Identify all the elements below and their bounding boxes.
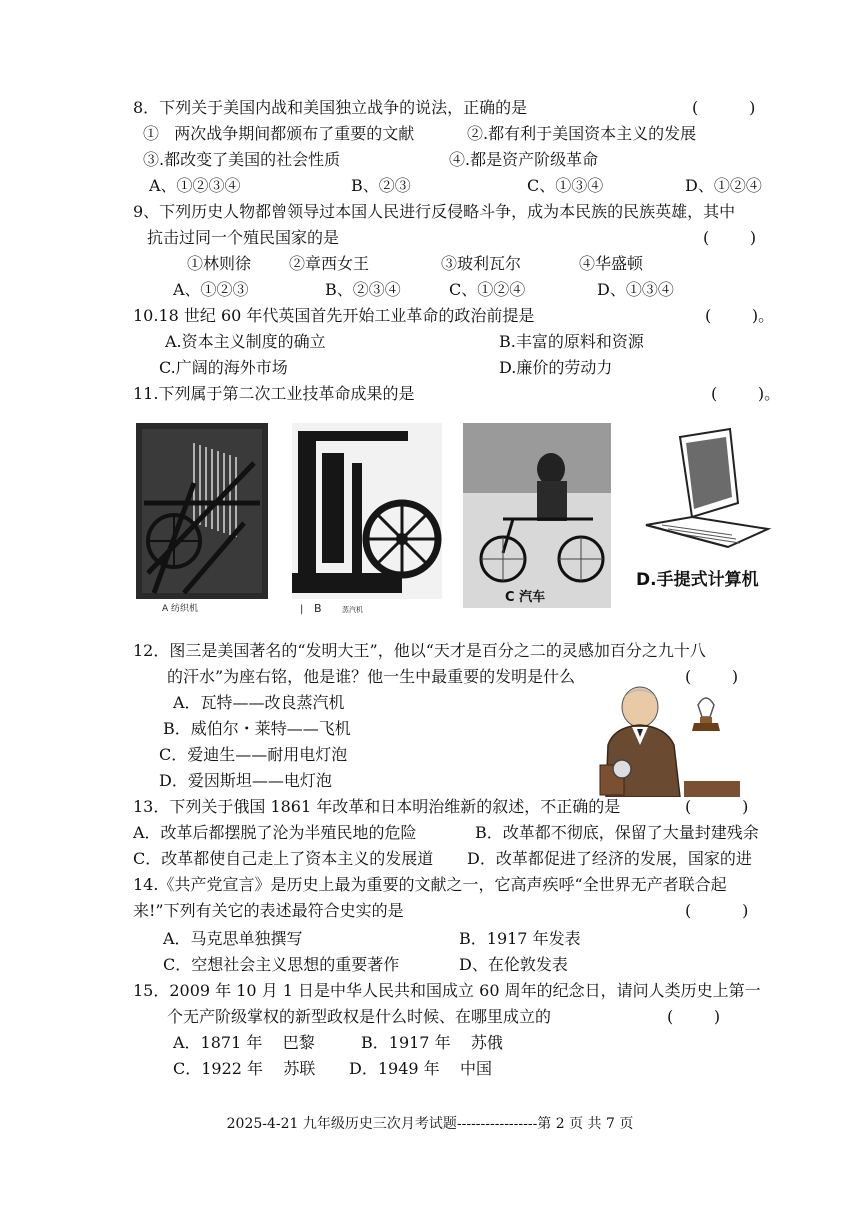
q8-option-d[interactable]: D、①②④ [685,176,762,195]
q10-option-d[interactable]: D.廉价的劳动力 [499,358,613,377]
q9-stem-line-2: 抗击过同一个殖民国家的是 [147,228,340,247]
q10-stem: 10.18 世纪 60 年代英国首先开始工业革命的政治前提是 [133,306,535,325]
q9-person-4: ④华盛顿 [579,254,644,273]
q8-statement-3: ③.都改变了美国的社会性质 [143,150,341,169]
q12-stem-line-2: 的汗水”为座右铭，他是谁？他一生中最重要的发明是什么 [167,667,576,686]
q9-person-3: ③玻利瓦尔 [441,254,522,273]
inventor-portrait-image [594,685,744,797]
page-footer: 2025-4-21 九年级历史三次月考试题-----------------第 2 页 共 7 页 [226,1116,634,1132]
q11-stem: 11.下列属于第二次工业技革命成果的是 [133,384,415,403]
q10-option-a[interactable]: A.资本主义制度的确立 [165,332,326,351]
q12-option-d[interactable]: D．爱因斯坦——电灯泡 [159,771,332,790]
q10-option-c[interactable]: C.广阔的海外市场 [159,358,288,377]
q14-answer-bracket[interactable]: ( ) [685,901,749,920]
q8-option-a[interactable]: A、①②③④ [149,176,241,195]
q13-stem: 13．下列关于俄国 1861 年改革和日本明治维新的叙述，不正确的是 [133,797,621,816]
q14-stem-line-1: 14.《共产党宣言》是历史上最为重要的文献之一，它高声疾呼“全世界无产者联合起 [133,875,727,894]
q8-option-b[interactable]: B、②③ [351,176,411,195]
q13-option-d[interactable]: D．改革都促进了经济的发展，国家的进 [467,849,752,868]
q8-statement-1: ① 两次战争期间都颁布了重要的文献 [143,124,415,143]
caption-b-small: 蒸汽机 [342,606,363,614]
caption-a: A 纺织机 [162,604,199,614]
q15-option-a[interactable]: A．1871 年 巴黎 [173,1033,315,1052]
q13-option-a[interactable]: A．改革后都摆脱了沦为半殖民地的危险 [133,823,417,842]
q8-stem: 8．下列关于美国内战和美国独立战争的说法，正确的是 [133,98,528,117]
caption-c: C 汽车 [505,590,546,605]
q9-person-1: ①林则徐 [187,254,252,273]
caption-b: B [314,602,322,615]
q15-option-b[interactable]: B．1917 年 苏俄 [361,1033,503,1052]
q11-answer-bracket[interactable]: ( )。 [711,384,781,403]
laptop-image[interactable] [632,425,782,595]
automobile-image[interactable] [463,423,611,608]
caption-d: D.手提式计算机 [636,570,759,590]
q8-option-c[interactable]: C、①③④ [527,176,604,195]
q15-option-d[interactable]: D．1949 年 中国 [349,1059,492,1078]
q9-option-b[interactable]: B、②③④ [325,280,401,299]
q9-stem-line-1: 9、下列历史人物都曾领导过本国人民进行反侵略斗争，成为本民族的民族英雄，其中 [133,202,736,221]
q8-statement-4: ④.都是资产阶级革命 [449,150,599,169]
q9-option-d[interactable]: D、①③④ [597,280,674,299]
q14-option-d[interactable]: D、在伦敦发表 [459,955,568,974]
q8-statement-2: ②.都有利于美国资本主义的发展 [467,124,697,143]
q13-answer-bracket[interactable]: ( ) [685,797,749,816]
q9-person-2: ②章西女王 [289,254,370,273]
q12-option-a[interactable]: A．瓦特——改良蒸汽机 [173,693,345,712]
q14-option-a[interactable]: A．马克思单独撰写 [163,929,303,948]
q13-option-c[interactable]: C．改革都使自己走上了资本主义的发展道 [133,849,434,868]
q10-option-b[interactable]: B.丰富的原料和资源 [499,332,644,351]
q14-stem-line-2: 来!”下列有关它的表述最符合史实的是 [133,901,404,920]
steam-engine-image[interactable] [292,423,442,616]
q15-answer-bracket[interactable]: ( ) [667,1007,721,1026]
q14-option-b[interactable]: B．1917 年发表 [459,929,581,948]
q15-option-c[interactable]: C．1922 年 苏联 [173,1059,316,1078]
q15-stem-line-1: 15．2009 年 10 月 1 日是中华人民共和国成立 60 周年的纪念日，请问人类历史上第一 [133,981,761,1000]
q12-option-b[interactable]: B．威伯尔・莱特——飞机 [163,719,351,738]
q9-option-a[interactable]: A、①②③ [173,280,249,299]
q14-option-c[interactable]: C．空想社会主义思想的重要著作 [163,955,400,974]
q9-answer-bracket[interactable]: ( ) [703,228,757,247]
q12-option-c[interactable]: C．爱迪生——耐用电灯泡 [159,745,348,764]
spinning-machine-image[interactable] [134,423,270,614]
q15-stem-line-2: 个无产阶级掌权的新型政权是什么时候、在哪里成立的 [167,1007,552,1026]
svg-text:|: | [300,604,304,615]
q10-answer-bracket[interactable]: ( )。 [705,306,775,325]
q9-option-c[interactable]: C、①②④ [449,280,526,299]
q12-answer-bracket[interactable]: ( ) [685,667,739,686]
q12-stem-line-1: 12．图三是美国著名的“发明大王”，他以“天才是百分之二的灵感加百分之九十八 [133,641,706,660]
q13-option-b[interactable]: B．改革都不彻底，保留了大量封建残余 [475,823,759,842]
q8-answer-bracket[interactable]: ( ) [692,98,756,117]
